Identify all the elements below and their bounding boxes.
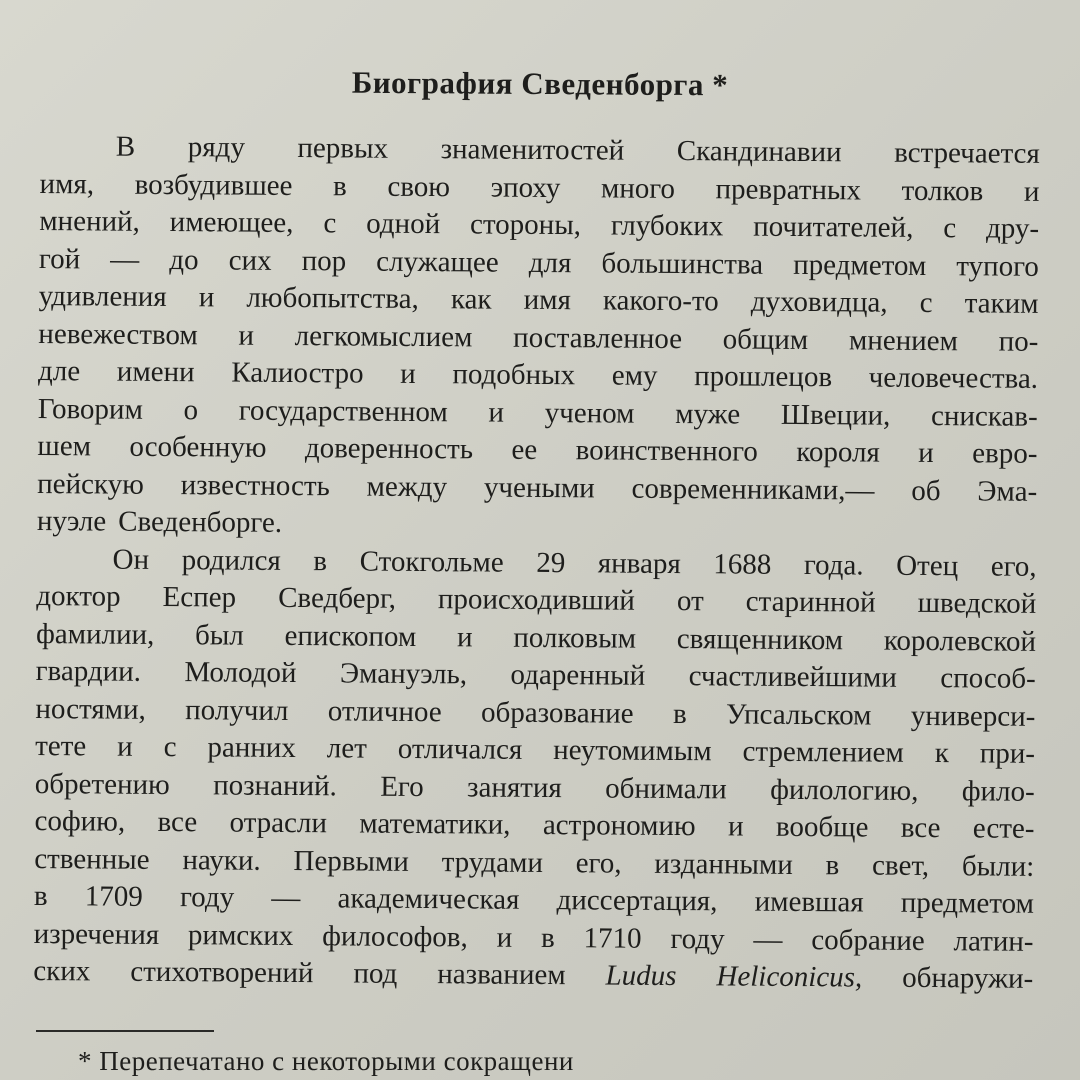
word: превратных <box>715 172 862 206</box>
word: Он <box>112 543 150 576</box>
word: какого-то <box>602 284 719 318</box>
word: января <box>597 546 681 580</box>
word: при- <box>979 737 1036 770</box>
word: имя, <box>39 167 95 200</box>
word: особенную <box>129 430 267 464</box>
word: — <box>110 243 140 276</box>
word: таким <box>964 287 1039 320</box>
word: способ- <box>940 662 1036 695</box>
word: короля <box>796 435 880 469</box>
word: встречается <box>894 136 1040 170</box>
word: В <box>115 130 136 163</box>
word: Эмануэль, <box>339 657 468 691</box>
word: снискав- <box>930 399 1038 433</box>
word: Сведенборге. <box>118 505 283 539</box>
word: об <box>911 474 941 507</box>
word: образование <box>480 695 634 730</box>
word: филологию, <box>770 773 919 807</box>
word: стремлением <box>742 735 904 769</box>
word: воинственного <box>575 434 758 468</box>
word: евро- <box>972 437 1038 470</box>
paragraph <box>33 540 1037 998</box>
word: свою <box>387 170 451 203</box>
word: легкомыслием <box>294 319 473 353</box>
word: тете <box>35 729 87 763</box>
word: стихотворений <box>130 955 314 990</box>
word: для <box>528 246 572 279</box>
word: подобных <box>452 358 576 392</box>
word: римских <box>187 918 294 952</box>
word: Отец <box>896 549 959 582</box>
word: пейскую <box>37 467 144 501</box>
word: с <box>323 207 337 240</box>
word: отличался <box>397 732 523 766</box>
word: большинства <box>601 246 764 281</box>
word: философов, <box>322 919 468 953</box>
word: Молодой <box>184 656 297 690</box>
word: в <box>313 544 328 577</box>
word: академическая <box>337 882 520 916</box>
word: году <box>670 922 725 955</box>
text-line <box>39 240 1039 285</box>
word: стороны, <box>469 208 582 242</box>
word: ее <box>511 433 538 466</box>
word: Сведберг, <box>278 581 397 615</box>
word: мнением <box>848 323 959 357</box>
word: ученом <box>544 396 635 430</box>
word: диссертация, <box>556 884 718 918</box>
text-line <box>33 953 1033 998</box>
word: к <box>934 737 949 770</box>
word: ственные <box>34 842 150 876</box>
word: предметом <box>900 886 1035 920</box>
paragraph <box>37 128 1040 548</box>
word: году <box>179 881 235 914</box>
word: любопытства, <box>246 281 419 315</box>
word: лет <box>326 732 367 765</box>
text-line <box>35 690 1035 735</box>
word: и <box>488 396 505 429</box>
word: в <box>333 169 347 202</box>
word: ряду <box>187 131 246 164</box>
text-line <box>34 878 1034 923</box>
word: Швеции, <box>780 398 891 432</box>
word: одаренный <box>510 658 646 692</box>
word: старинной <box>745 585 876 619</box>
word: математики, <box>359 807 511 841</box>
word: Стокгольме <box>359 545 504 579</box>
word: учеными <box>483 470 595 504</box>
word: эпоху <box>490 171 561 204</box>
word: шем <box>37 429 92 463</box>
word: духовидца, <box>750 285 888 319</box>
word: и <box>238 319 255 352</box>
word: Упсальском <box>725 697 872 732</box>
word: много <box>600 171 676 205</box>
word: все <box>157 805 198 839</box>
word: и <box>456 620 473 653</box>
word: Калиостро <box>231 356 364 390</box>
word: и <box>117 730 133 763</box>
word: в <box>540 921 555 954</box>
footnote-divider <box>36 1030 214 1032</box>
word: от <box>676 585 704 618</box>
body-text <box>33 128 1040 998</box>
word: знаменитостей <box>440 133 625 167</box>
word: в <box>33 879 48 913</box>
word: гой <box>38 242 81 275</box>
word: возбудившее <box>134 168 293 202</box>
word: о <box>183 393 199 426</box>
word: имени <box>116 355 195 389</box>
word: имеющее, <box>169 206 294 239</box>
word: поставленное <box>512 321 683 355</box>
word: Эма- <box>977 474 1038 508</box>
word: ранних <box>207 731 297 765</box>
word: неутомимым <box>553 734 712 768</box>
word: года. <box>803 548 864 581</box>
word: счастливейшими <box>688 660 897 694</box>
word: полковым <box>513 621 637 655</box>
word: был <box>194 618 244 652</box>
word: королевской <box>883 624 1037 658</box>
word: свет, <box>872 849 930 882</box>
word: занятия <box>466 770 562 804</box>
word: Heliconicus, <box>716 960 863 994</box>
word: человечества. <box>868 361 1039 395</box>
word: прошлецов <box>694 360 833 394</box>
word: обнаружи- <box>902 961 1034 995</box>
word: предметом <box>793 248 927 282</box>
word: в <box>672 697 687 730</box>
word: происходивший <box>437 583 635 617</box>
word: с <box>163 730 177 764</box>
word: Еспер <box>162 580 237 614</box>
word: 29 <box>536 546 566 579</box>
word: 1688 <box>713 547 772 581</box>
word: были: <box>961 849 1035 883</box>
word: по- <box>998 325 1039 358</box>
word: шведской <box>917 586 1037 620</box>
word: в <box>825 848 840 881</box>
word: вообще <box>775 810 869 844</box>
word: есте- <box>972 812 1035 845</box>
word: и <box>1023 175 1040 208</box>
word: ему <box>611 359 658 392</box>
word: одной <box>366 207 441 241</box>
word: универси- <box>910 699 1036 733</box>
word: нуэле <box>36 504 107 538</box>
word: толков <box>901 174 984 207</box>
word: родился <box>181 543 281 577</box>
word: и <box>400 357 416 390</box>
word: муже <box>675 397 741 431</box>
word: первых <box>297 132 389 165</box>
word: латин- <box>953 924 1034 958</box>
word: с <box>943 212 957 245</box>
word: ностями, <box>35 692 146 726</box>
word: как <box>450 283 492 316</box>
word: отрасли <box>229 806 328 840</box>
word: гвардии. <box>35 654 142 688</box>
word: изданными <box>654 847 793 881</box>
page-title: Биография Сведенборга * <box>351 64 729 103</box>
word: софию, <box>34 804 126 838</box>
word: современниками,— <box>631 472 875 507</box>
word: обретению <box>34 767 170 801</box>
word: его, <box>990 549 1037 583</box>
word: ских <box>33 954 91 988</box>
word: Ludus <box>605 959 677 993</box>
word: между <box>366 470 448 503</box>
word: — <box>753 923 783 956</box>
word: глубоких <box>610 209 724 243</box>
word: 1709 <box>84 880 143 913</box>
word: его, <box>575 846 622 880</box>
text-line <box>36 578 1036 623</box>
word: и <box>918 436 934 470</box>
word: доверенность <box>304 432 474 466</box>
word: и <box>496 921 513 954</box>
word: дле <box>37 354 81 388</box>
word: Скандинавии <box>676 135 842 169</box>
word: доктор <box>36 579 121 613</box>
word: служащее <box>376 245 499 279</box>
word: трудами <box>441 845 544 879</box>
word: фамилии, <box>35 617 155 651</box>
word: удивления <box>38 279 167 313</box>
word: тупого <box>956 249 1039 283</box>
word: пор <box>301 244 347 277</box>
word: познаний. <box>213 768 337 802</box>
word: собрание <box>811 923 925 957</box>
word: священником <box>676 622 844 656</box>
word: имевшая <box>754 885 864 919</box>
word: Говорим <box>37 392 144 426</box>
word: и <box>198 281 215 314</box>
word: названием <box>437 958 566 992</box>
word: 1710 <box>583 921 642 955</box>
word: имя <box>523 283 571 317</box>
word: Его <box>380 770 424 803</box>
word: Первыми <box>293 844 409 878</box>
word: все <box>900 811 941 845</box>
word: — <box>271 881 301 915</box>
word: известность <box>180 468 330 502</box>
word: науки. <box>182 843 261 877</box>
word: дру- <box>985 212 1040 245</box>
footnote: * Перепечатано с некоторыми сокращени <box>78 1046 574 1076</box>
word: обнимали <box>605 771 727 805</box>
word: астрономию <box>542 808 696 843</box>
word: изречения <box>33 917 160 951</box>
word: епископом <box>284 619 417 653</box>
word: мнений, <box>39 204 140 238</box>
word: под <box>353 957 398 990</box>
word: получил <box>185 693 289 727</box>
word: до <box>169 243 199 276</box>
word: почитателей, <box>753 210 914 244</box>
word: с <box>919 286 933 320</box>
word: невежеством <box>38 317 198 351</box>
word: и <box>727 810 744 843</box>
word: сих <box>228 243 272 277</box>
word: отличное <box>327 694 442 728</box>
word: фило- <box>961 774 1035 808</box>
word: государственном <box>238 394 448 428</box>
word: общим <box>722 322 809 356</box>
